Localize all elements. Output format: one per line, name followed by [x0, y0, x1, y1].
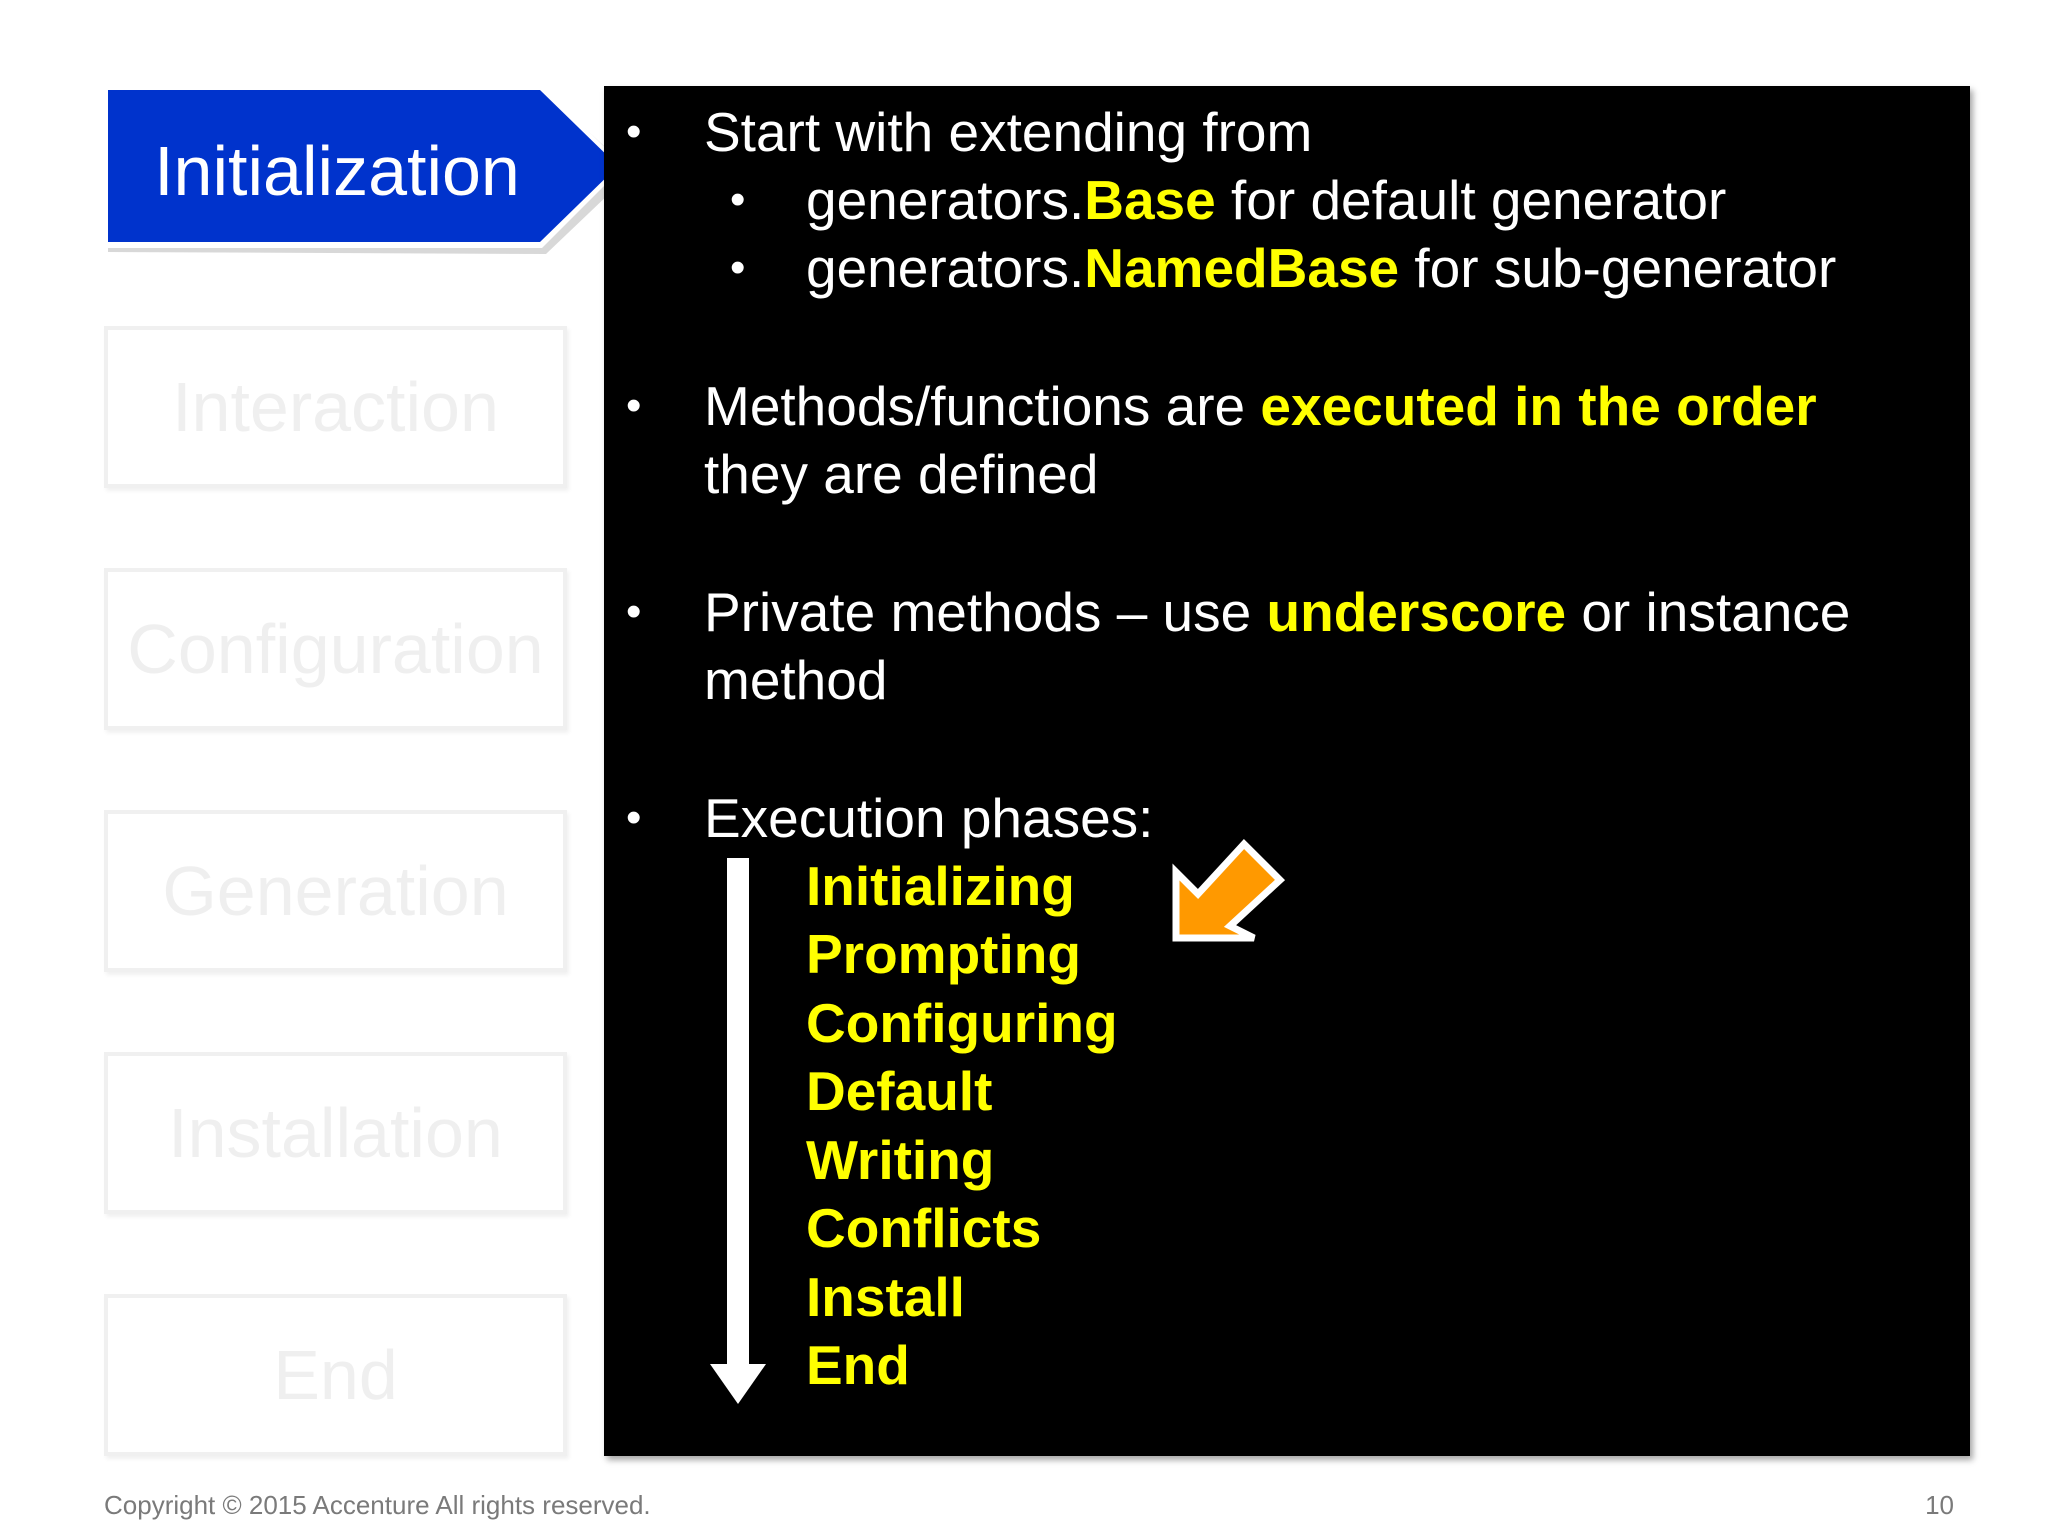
highlight-base: Base: [1084, 169, 1216, 231]
down-arrow-icon: [708, 858, 768, 1406]
nav-item-installation[interactable]: Installation: [104, 1052, 567, 1214]
page-number: 10: [1925, 1490, 1954, 1520]
nav-item-label: Initialization: [154, 132, 520, 210]
bullet-methods-order: [704, 372, 1817, 440]
bullet-marker: •: [626, 587, 642, 636]
text-pre: generators.: [806, 237, 1085, 299]
bullet-marker: •: [626, 381, 642, 430]
bullet-execution-phases: Execution phases:: [704, 787, 1154, 849]
bullet-marker: •: [730, 175, 746, 224]
phase-default: Default: [806, 1060, 993, 1122]
text-post: for sub-generator: [1399, 237, 1837, 299]
nav-item-configuration[interactable]: Configuration: [104, 568, 567, 730]
phase-writing: Writing: [806, 1129, 995, 1191]
nav-item-end[interactable]: End: [104, 1294, 567, 1456]
bullet-marker: •: [730, 243, 746, 292]
phase-end: End: [806, 1334, 910, 1396]
highlight-underscore: underscore: [1266, 581, 1567, 643]
pointer-arrow-icon: [1170, 836, 1290, 946]
phase-install: Install: [806, 1266, 965, 1328]
text-pre: Methods/functions are: [704, 375, 1261, 437]
bullet-marker: •: [626, 107, 642, 156]
bullet-start-extending: Start with extending from: [704, 101, 1313, 163]
footer-copyright: Copyright © 2015 Accenture All rights reserved.: [104, 1490, 651, 1520]
sub-bullet-namedbase: [806, 234, 1836, 302]
nav-item-generation[interactable]: Generation: [104, 810, 567, 972]
phase-configuring: Configuring: [806, 992, 1118, 1054]
bullet-marker: •: [626, 793, 642, 842]
text-post: for default generator: [1215, 169, 1727, 231]
text-post: or instance: [1566, 581, 1851, 643]
phase-prompting: Prompting: [806, 923, 1081, 985]
text-pre: generators.: [806, 169, 1085, 231]
text-pre: Private methods – use: [704, 581, 1267, 643]
sub-bullet-base: [806, 166, 1726, 234]
highlight-executed-order: executed in the order: [1260, 375, 1817, 437]
bullet-private-methods: [704, 578, 1850, 646]
phase-conflicts: Conflicts: [806, 1197, 1042, 1259]
content-panel: [604, 86, 1970, 1456]
bullet-private-methods-line2: method: [704, 649, 888, 711]
nav-item-initialization[interactable]: [102, 86, 632, 256]
bullet-methods-order-line2: they are defined: [704, 443, 1099, 505]
highlight-namedbase: NamedBase: [1084, 237, 1400, 299]
nav-item-interaction[interactable]: Interaction: [104, 326, 567, 488]
phase-initializing: Initializing: [806, 855, 1075, 917]
